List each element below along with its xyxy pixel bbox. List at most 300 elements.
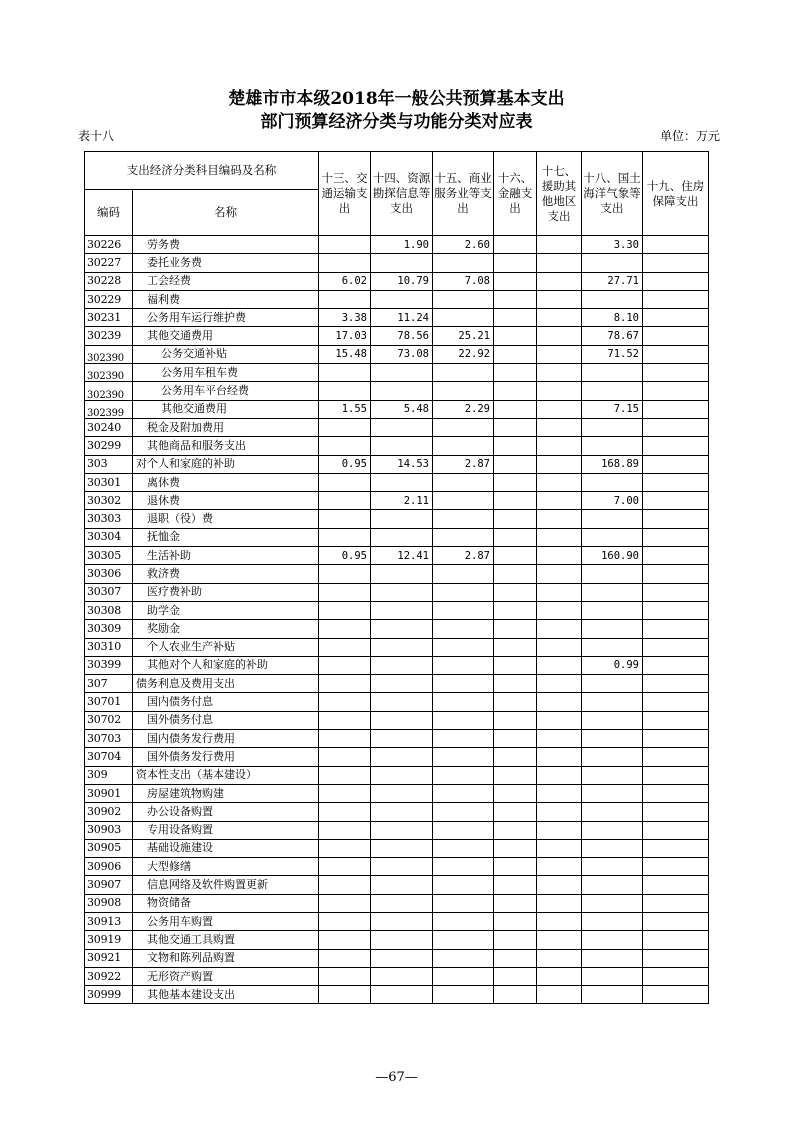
row-value <box>319 784 371 802</box>
row-value <box>371 638 433 656</box>
row-value <box>643 839 709 857</box>
row-value <box>319 437 371 455</box>
row-code: 30227 <box>85 254 133 272</box>
row-value <box>582 473 643 491</box>
row-code: 30228 <box>85 272 133 290</box>
row-value: 73.08 <box>371 345 433 363</box>
row-value <box>319 382 371 400</box>
row-value <box>582 382 643 400</box>
row-code: 30913 <box>85 912 133 930</box>
row-value <box>319 949 371 967</box>
row-value <box>371 949 433 967</box>
row-value <box>319 638 371 656</box>
row-value <box>319 236 371 254</box>
row-value <box>319 290 371 308</box>
row-value <box>537 638 582 656</box>
row-code: 30240 <box>85 418 133 436</box>
table-row <box>85 766 709 784</box>
row-value <box>319 821 371 839</box>
row-name: 国内债务付息 <box>133 693 319 711</box>
row-code: 30305 <box>85 547 133 565</box>
row-value <box>494 547 537 565</box>
column-header: 十六、金融支出 <box>494 152 537 236</box>
row-value <box>582 675 643 693</box>
row-value <box>537 528 582 546</box>
row-value <box>433 784 494 802</box>
row-value: 22.92 <box>433 345 494 363</box>
row-value: 11.24 <box>371 309 433 327</box>
row-value <box>582 290 643 308</box>
row-value <box>494 858 537 876</box>
row-value <box>371 748 433 766</box>
row-name: 生活补助 <box>133 547 319 565</box>
row-name: 其他基本建设支出 <box>133 986 319 1004</box>
row-value <box>582 784 643 802</box>
row-name: 专用设备购置 <box>133 821 319 839</box>
row-value <box>643 931 709 949</box>
row-code: 30226 <box>85 236 133 254</box>
row-code: 30704 <box>85 748 133 766</box>
row-value <box>643 473 709 491</box>
row-code: 303 <box>85 455 133 473</box>
row-value <box>582 693 643 711</box>
row-value <box>433 693 494 711</box>
row-value <box>433 583 494 601</box>
column-header: 十五、商业服务业等支出 <box>433 152 494 236</box>
table-row <box>85 839 709 857</box>
row-value <box>582 839 643 857</box>
row-value: 2.60 <box>433 236 494 254</box>
row-value <box>494 290 537 308</box>
row-value: 71.52 <box>582 345 643 363</box>
row-value <box>433 309 494 327</box>
row-value <box>643 345 709 363</box>
row-name: 其他对个人和家庭的补助 <box>133 656 319 674</box>
row-value: 6.02 <box>319 272 371 290</box>
row-name: 文物和陈列品购置 <box>133 949 319 967</box>
row-value: 3.38 <box>319 309 371 327</box>
row-code: 30922 <box>85 967 133 985</box>
table-row <box>85 894 709 912</box>
table-row <box>85 364 709 382</box>
row-value <box>537 931 582 949</box>
row-value <box>494 766 537 784</box>
row-value <box>371 839 433 857</box>
table-row <box>85 931 709 949</box>
row-value: 15.48 <box>319 345 371 363</box>
row-value <box>582 528 643 546</box>
row-value <box>582 730 643 748</box>
row-value <box>371 675 433 693</box>
column-header: 十七、援助其他地区支出 <box>537 152 582 236</box>
row-value <box>537 418 582 436</box>
row-value: 1.90 <box>371 236 433 254</box>
table-row <box>85 547 709 565</box>
row-code: 30921 <box>85 949 133 967</box>
table-row <box>85 565 709 583</box>
row-value <box>537 656 582 674</box>
table-row <box>85 711 709 729</box>
row-name: 退职（役）费 <box>133 510 319 528</box>
row-value <box>494 455 537 473</box>
table-row <box>85 656 709 674</box>
row-code: 30231 <box>85 309 133 327</box>
row-value: 7.15 <box>582 400 643 418</box>
row-value <box>319 528 371 546</box>
row-value <box>371 912 433 930</box>
row-value <box>582 711 643 729</box>
row-value <box>319 492 371 510</box>
row-name: 无形资产购置 <box>133 967 319 985</box>
row-value <box>643 418 709 436</box>
row-code: 309 <box>85 766 133 784</box>
row-value <box>537 949 582 967</box>
row-value <box>494 382 537 400</box>
row-value <box>582 437 643 455</box>
row-value <box>433 839 494 857</box>
row-value <box>643 400 709 418</box>
row-value <box>433 821 494 839</box>
table-row <box>85 784 709 802</box>
row-name: 其他交通费用 <box>133 400 319 418</box>
row-value <box>433 748 494 766</box>
row-name: 医疗费补助 <box>133 583 319 601</box>
code-header: 编码 <box>85 190 133 236</box>
row-value <box>494 931 537 949</box>
row-name: 物资储备 <box>133 894 319 912</box>
row-value <box>433 949 494 967</box>
row-value <box>494 839 537 857</box>
row-value <box>643 272 709 290</box>
row-name: 福利费 <box>133 290 319 308</box>
row-name: 公务用车运行维护费 <box>133 309 319 327</box>
row-value <box>643 894 709 912</box>
row-value <box>537 236 582 254</box>
row-code: 30902 <box>85 803 133 821</box>
row-value <box>582 583 643 601</box>
row-value <box>494 620 537 638</box>
row-value <box>494 967 537 985</box>
row-value <box>494 437 537 455</box>
column-header: 十四、资源勘探信息等支出 <box>371 152 433 236</box>
row-value <box>319 565 371 583</box>
row-value <box>643 290 709 308</box>
row-value <box>494 986 537 1004</box>
row-code: 30919 <box>85 931 133 949</box>
row-value: 17.03 <box>319 327 371 345</box>
row-name: 国外债务发行费用 <box>133 748 319 766</box>
row-value <box>643 730 709 748</box>
row-value <box>433 492 494 510</box>
row-value <box>371 931 433 949</box>
row-value <box>582 620 643 638</box>
row-value <box>494 821 537 839</box>
row-value <box>582 949 643 967</box>
row-value <box>319 748 371 766</box>
row-value <box>371 766 433 784</box>
row-value <box>371 803 433 821</box>
row-value <box>537 620 582 638</box>
row-value <box>494 693 537 711</box>
table-row <box>85 601 709 619</box>
row-value <box>319 967 371 985</box>
row-value: 27.71 <box>582 272 643 290</box>
row-value <box>494 894 537 912</box>
table-row <box>85 912 709 930</box>
row-value <box>371 565 433 583</box>
row-value <box>433 931 494 949</box>
row-value <box>643 675 709 693</box>
row-value <box>433 986 494 1004</box>
row-value <box>537 894 582 912</box>
table-row <box>85 967 709 985</box>
row-value <box>319 986 371 1004</box>
row-value <box>494 748 537 766</box>
row-value <box>371 730 433 748</box>
table-row <box>85 821 709 839</box>
row-value <box>643 382 709 400</box>
row-value <box>433 967 494 985</box>
row-value <box>643 236 709 254</box>
table-row <box>85 492 709 510</box>
row-value: 2.29 <box>433 400 494 418</box>
table-row <box>85 309 709 327</box>
row-value <box>643 583 709 601</box>
row-value <box>582 858 643 876</box>
row-value <box>582 931 643 949</box>
row-code: 30901 <box>85 784 133 802</box>
group-header: 支出经济分类科目编码及名称 <box>85 152 319 190</box>
row-code: 302390 <box>85 364 133 382</box>
row-value <box>537 400 582 418</box>
row-value <box>537 309 582 327</box>
row-value: 10.79 <box>371 272 433 290</box>
table-row <box>85 638 709 656</box>
row-value <box>371 967 433 985</box>
row-value <box>433 894 494 912</box>
row-value <box>582 748 643 766</box>
row-value <box>537 473 582 491</box>
row-value <box>319 656 371 674</box>
table-row <box>85 510 709 528</box>
row-value <box>537 565 582 583</box>
table-body <box>85 236 709 1004</box>
row-value <box>537 839 582 857</box>
row-value <box>537 693 582 711</box>
row-code: 30299 <box>85 437 133 455</box>
row-value <box>537 547 582 565</box>
table-row <box>85 290 709 308</box>
row-value <box>319 912 371 930</box>
row-value <box>537 821 582 839</box>
row-name: 公务用车购置 <box>133 912 319 930</box>
row-value <box>433 601 494 619</box>
row-value <box>643 309 709 327</box>
row-value <box>537 675 582 693</box>
row-value <box>433 912 494 930</box>
row-value: 0.99 <box>582 656 643 674</box>
table-label: 表十八 <box>78 129 115 143</box>
row-value <box>537 876 582 894</box>
row-value <box>643 547 709 565</box>
row-name: 债务利息及费用支出 <box>133 675 319 693</box>
table-row <box>85 418 709 436</box>
row-value <box>582 510 643 528</box>
row-value: 25.21 <box>433 327 494 345</box>
row-value <box>494 473 537 491</box>
row-value <box>371 473 433 491</box>
table-row <box>85 345 709 363</box>
row-name: 个人农业生产补贴 <box>133 638 319 656</box>
row-value <box>582 894 643 912</box>
row-value <box>319 693 371 711</box>
row-value <box>319 364 371 382</box>
row-code: 30908 <box>85 894 133 912</box>
row-value <box>537 912 582 930</box>
row-value <box>494 492 537 510</box>
row-value <box>433 638 494 656</box>
row-value <box>494 601 537 619</box>
row-value <box>433 437 494 455</box>
row-name: 劳务费 <box>133 236 319 254</box>
row-code: 30307 <box>85 583 133 601</box>
row-value: 8.10 <box>582 309 643 327</box>
row-value <box>643 510 709 528</box>
row-value <box>582 967 643 985</box>
row-value <box>537 437 582 455</box>
row-value <box>433 254 494 272</box>
row-value: 14.53 <box>371 455 433 473</box>
row-name: 国外债务付息 <box>133 711 319 729</box>
row-value <box>319 803 371 821</box>
row-name: 退休费 <box>133 492 319 510</box>
row-code: 30999 <box>85 986 133 1004</box>
row-value <box>643 876 709 894</box>
row-value <box>494 876 537 894</box>
row-value <box>582 821 643 839</box>
row-value <box>319 931 371 949</box>
row-name: 其他交通费用 <box>133 327 319 345</box>
row-value <box>494 272 537 290</box>
row-value <box>433 364 494 382</box>
table-row <box>85 327 709 345</box>
row-code: 302390 <box>85 345 133 363</box>
row-value <box>371 437 433 455</box>
row-value <box>643 821 709 839</box>
row-code: 307 <box>85 675 133 693</box>
table-row <box>85 455 709 473</box>
row-value <box>494 711 537 729</box>
row-value <box>643 601 709 619</box>
row-value <box>582 565 643 583</box>
row-name: 对个人和家庭的补助 <box>133 455 319 473</box>
row-value <box>371 583 433 601</box>
row-value <box>433 675 494 693</box>
row-value <box>537 986 582 1004</box>
row-value <box>433 803 494 821</box>
row-value <box>582 986 643 1004</box>
row-value <box>319 473 371 491</box>
row-value <box>537 730 582 748</box>
table-row <box>85 528 709 546</box>
row-value <box>537 492 582 510</box>
row-value <box>433 510 494 528</box>
row-value <box>371 601 433 619</box>
row-name: 公务用车平台经费 <box>133 382 319 400</box>
row-value <box>371 290 433 308</box>
row-name: 抚恤金 <box>133 528 319 546</box>
table-row <box>85 876 709 894</box>
row-value <box>371 876 433 894</box>
row-value: 168.89 <box>582 455 643 473</box>
row-value <box>494 784 537 802</box>
row-value <box>433 876 494 894</box>
row-value <box>319 510 371 528</box>
row-value: 0.95 <box>319 547 371 565</box>
row-value <box>643 949 709 967</box>
row-value: 1.55 <box>319 400 371 418</box>
row-value <box>537 382 582 400</box>
row-value <box>537 601 582 619</box>
row-value <box>371 784 433 802</box>
row-value <box>643 803 709 821</box>
row-value <box>319 839 371 857</box>
row-value <box>433 711 494 729</box>
row-code: 30310 <box>85 638 133 656</box>
row-value <box>494 656 537 674</box>
row-value: 12.41 <box>371 547 433 565</box>
row-name: 资本性支出（基本建设） <box>133 766 319 784</box>
table-row <box>85 986 709 1004</box>
row-value <box>319 583 371 601</box>
table-row <box>85 583 709 601</box>
row-value <box>371 693 433 711</box>
row-value <box>537 784 582 802</box>
row-code: 30906 <box>85 858 133 876</box>
row-value <box>433 858 494 876</box>
row-value <box>494 675 537 693</box>
row-code: 30703 <box>85 730 133 748</box>
row-code: 30702 <box>85 711 133 729</box>
row-value <box>371 986 433 1004</box>
row-value <box>494 510 537 528</box>
row-value <box>643 784 709 802</box>
row-value <box>494 327 537 345</box>
row-code: 30907 <box>85 876 133 894</box>
row-value <box>537 583 582 601</box>
row-value: 160.90 <box>582 547 643 565</box>
row-code: 302390 <box>85 382 133 400</box>
page-number: —67— <box>375 1070 418 1085</box>
row-value <box>537 272 582 290</box>
row-value: 2.87 <box>433 455 494 473</box>
row-value <box>537 345 582 363</box>
row-value <box>494 949 537 967</box>
row-value <box>643 565 709 583</box>
row-value <box>494 364 537 382</box>
row-value <box>643 858 709 876</box>
row-value <box>643 254 709 272</box>
row-value <box>433 730 494 748</box>
row-value <box>494 528 537 546</box>
row-value <box>371 656 433 674</box>
row-value <box>494 400 537 418</box>
row-code: 30239 <box>85 327 133 345</box>
row-name: 离休费 <box>133 473 319 491</box>
row-value <box>371 364 433 382</box>
row-value <box>643 766 709 784</box>
row-value <box>537 290 582 308</box>
